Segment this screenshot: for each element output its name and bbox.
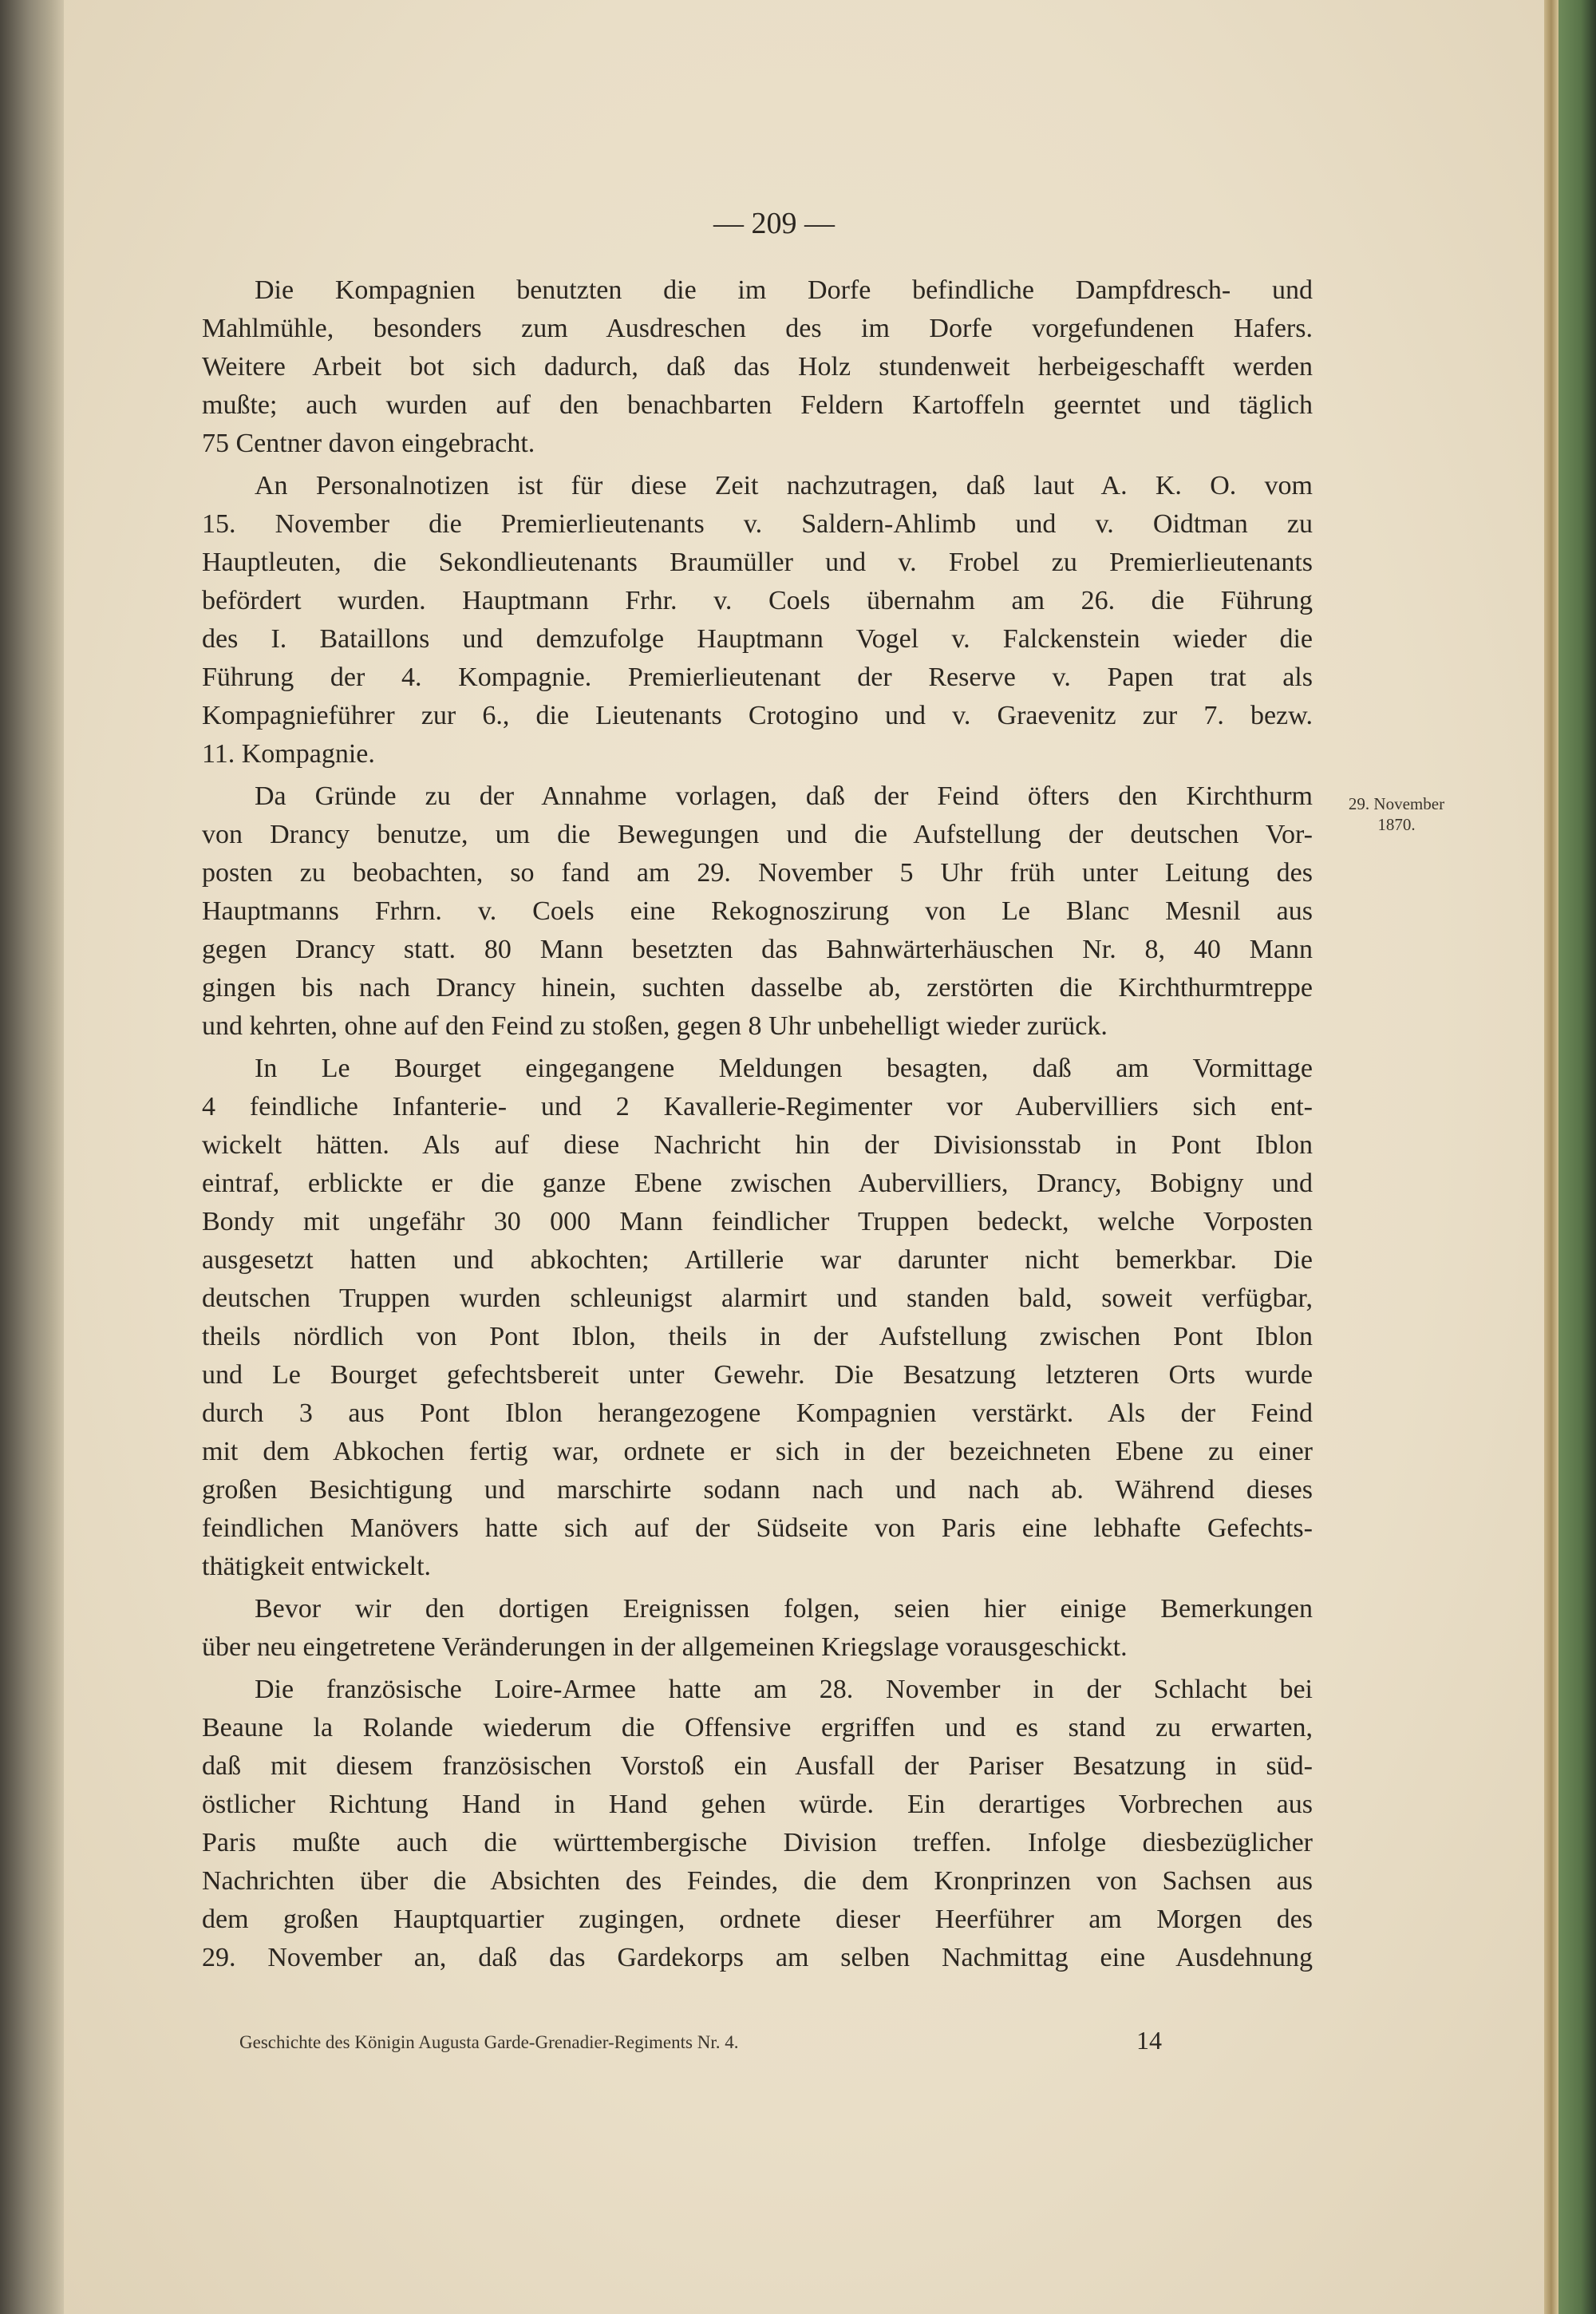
previous-page-edge bbox=[0, 0, 64, 2314]
page-number: — 209 — bbox=[713, 207, 835, 240]
text-line: theils nördlich von Pont Iblon, theils in der Aufstellung zwischen Pont Iblon bbox=[202, 1322, 1313, 1351]
text-line: Da Gründe zu der Annahme vorlagen, daß der Feind öfters den Kirchthurm bbox=[255, 781, 1313, 811]
body-text bbox=[202, 271, 1313, 1977]
text-line: über neu eingetretene Veränderungen in der allgemeinen Kriegslage vorausgeschickt. bbox=[202, 1632, 1128, 1662]
paragraph bbox=[202, 1671, 1313, 1977]
text-line: eintraf, erblickte er die ganze Ebene zwischen Aubervilliers, Drancy, Bobigny und bbox=[202, 1169, 1313, 1198]
text-line: deutschen Truppen wurden schleunigst alarmirt und standen bald, soweit verfügbar, bbox=[202, 1284, 1313, 1313]
text-line: Bondy mit ungefähr 30 000 Mann feindlicher Truppen bedeckt, welche Vorposten bbox=[202, 1207, 1313, 1236]
text-line: befördert wurden. Hauptmann Frhr. v. Coels übernahm am 26. die Führung bbox=[202, 586, 1313, 615]
text-line: In Le Bourget eingegangene Meldungen besagten, daß am Vormittage bbox=[255, 1054, 1313, 1083]
text-line: gingen bis nach Drancy hinein, suchten dasselbe ab, zerstörten die Kirchthurmtreppe bbox=[202, 973, 1313, 1003]
margin-note-year: 1870. bbox=[1377, 815, 1416, 834]
text-line: Die Kompagnien benutzten die im Dorfe befindliche Dampfdresch- und bbox=[255, 275, 1313, 305]
text-line: von Drancy benutze, um die Bewegungen und die Aufstellung der deutschen Vor- bbox=[202, 820, 1313, 849]
text-line: Bevor wir den dortigen Ereignissen folgen, seien hier einige Bemerkungen bbox=[255, 1594, 1313, 1624]
text-line: mußte; auch wurden auf den benachbarten Feldern Kartoffeln geerntet und täglich bbox=[202, 390, 1313, 420]
text-line: Weitere Arbeit bot sich dadurch, daß das Holz stundenweit herbeigeschafft werden bbox=[202, 352, 1313, 382]
page-edge bbox=[1544, 0, 1558, 2314]
text-line: dem großen Hauptquartier zugingen, ordnete dieser Heerführer am Morgen des bbox=[202, 1905, 1313, 1934]
text-line: des I. Bataillons und demzufolge Hauptmann Vogel v. Falckenstein wieder die bbox=[202, 624, 1313, 654]
text-line: Paris mußte auch die württembergische Division treffen. Infolge diesbezüglicher bbox=[202, 1828, 1313, 1857]
text-line: 4 feindliche Infanterie- und 2 Kavallerie-Regimenter vor Aubervilliers sich ent- bbox=[202, 1092, 1313, 1121]
paragraph bbox=[202, 1050, 1313, 1586]
text-line: Führung der 4. Kompagnie. Premierlieutenant der Reserve v. Papen trat als bbox=[202, 663, 1313, 692]
margin-note bbox=[1325, 793, 1468, 835]
footer-book-title: Geschichte des Königin Augusta Garde-Grenadier-Regiments Nr. 4. bbox=[239, 2032, 739, 2052]
text-line: wickelt hätten. Als auf diese Nachricht hin der Divisionsstab in Pont Iblon bbox=[202, 1130, 1313, 1160]
text-line: großen Besichtigung und marschirte sodann nach und nach ab. Während dieses bbox=[202, 1475, 1313, 1505]
text-line: Hauptmanns Frhrn. v. Coels eine Rekognoszirung von Le Blanc Mesnil aus bbox=[202, 896, 1313, 926]
text-line: Mahlmühle, besonders zum Ausdreschen des im Dorfe vorgefundenen Hafers. bbox=[202, 314, 1313, 343]
text-line: feindlichen Manövers hatte sich auf der Südseite von Paris eine lebhafte Gefechts- bbox=[202, 1513, 1313, 1543]
paragraph bbox=[202, 467, 1313, 773]
margin-note-date: 29. November bbox=[1348, 794, 1445, 813]
paragraph bbox=[202, 1590, 1313, 1667]
text-line: 11. Kompagnie. bbox=[202, 739, 375, 769]
paragraph bbox=[202, 777, 1313, 1046]
text-line: und kehrten, ohne auf den Feind zu stoßen, gegen 8 Uhr unbehelligt wieder zurück. bbox=[202, 1011, 1108, 1041]
text-line: durch 3 aus Pont Iblon herangezogene Kompagnien verstärkt. Als der Feind bbox=[202, 1398, 1313, 1428]
text-line: An Personalnotizen ist für diese Zeit nachzutragen, daß laut A. K. O. vom bbox=[255, 471, 1313, 500]
text-line: daß mit diesem französischen Vorstoß ein Ausfall der Pariser Besatzung in süd- bbox=[202, 1751, 1313, 1781]
text-line: Hauptleuten, die Sekondlieutenants Braumüller und v. Frobel zu Premierlieutenants bbox=[202, 548, 1313, 577]
text-line: ausgesetzt hatten und abkochten; Artillerie war darunter nicht bemerkbar. Die bbox=[202, 1245, 1313, 1275]
signature-mark: 14 bbox=[1136, 2026, 1162, 2055]
text-line: posten zu beobachten, so fand am 29. November 5 Uhr früh unter Leitung des bbox=[202, 858, 1313, 888]
text-line: Kompagnieführer zur 6., die Lieutenants Crotogino und v. Graevenitz zur 7. bezw. bbox=[202, 701, 1313, 730]
book-binding bbox=[1558, 0, 1596, 2314]
text-line: gegen Drancy statt. 80 Mann besetzten das Bahnwärterhäuschen Nr. 8, 40 Mann bbox=[202, 935, 1313, 964]
text-line: mit dem Abkochen fertig war, ordnete er sich in der bezeichneten Ebene zu einer bbox=[202, 1437, 1313, 1466]
text-line: 15. November die Premierlieutenants v. Saldern-Ahlimb und v. Oidtman zu bbox=[202, 509, 1313, 539]
page-header bbox=[0, 206, 1596, 241]
text-line: Beaune la Rolande wiederum die Offensive ergriffen und es stand zu erwarten, bbox=[202, 1713, 1313, 1742]
text-line: 29. November an, daß das Gardekorps am selben Nachmittag eine Ausdehnung bbox=[202, 1943, 1313, 1972]
paragraph bbox=[202, 271, 1313, 463]
text-line: thätigkeit entwickelt. bbox=[202, 1552, 432, 1581]
text-line: Die französische Loire-Armee hatte am 28. November in der Schlacht bei bbox=[255, 1675, 1313, 1704]
text-line: östlicher Richtung Hand in Hand gehen würde. Ein derartiges Vorbrechen aus bbox=[202, 1790, 1313, 1819]
text-line: und Le Bourget gefechtsbereit unter Gewehr. Die Besatzung letzteren Orts wurde bbox=[202, 1360, 1313, 1390]
text-line: Nachrichten über die Absichten des Feindes, die dem Kronprinzen von Sachsen aus bbox=[202, 1866, 1313, 1896]
text-line: 75 Centner davon eingebracht. bbox=[202, 429, 535, 458]
